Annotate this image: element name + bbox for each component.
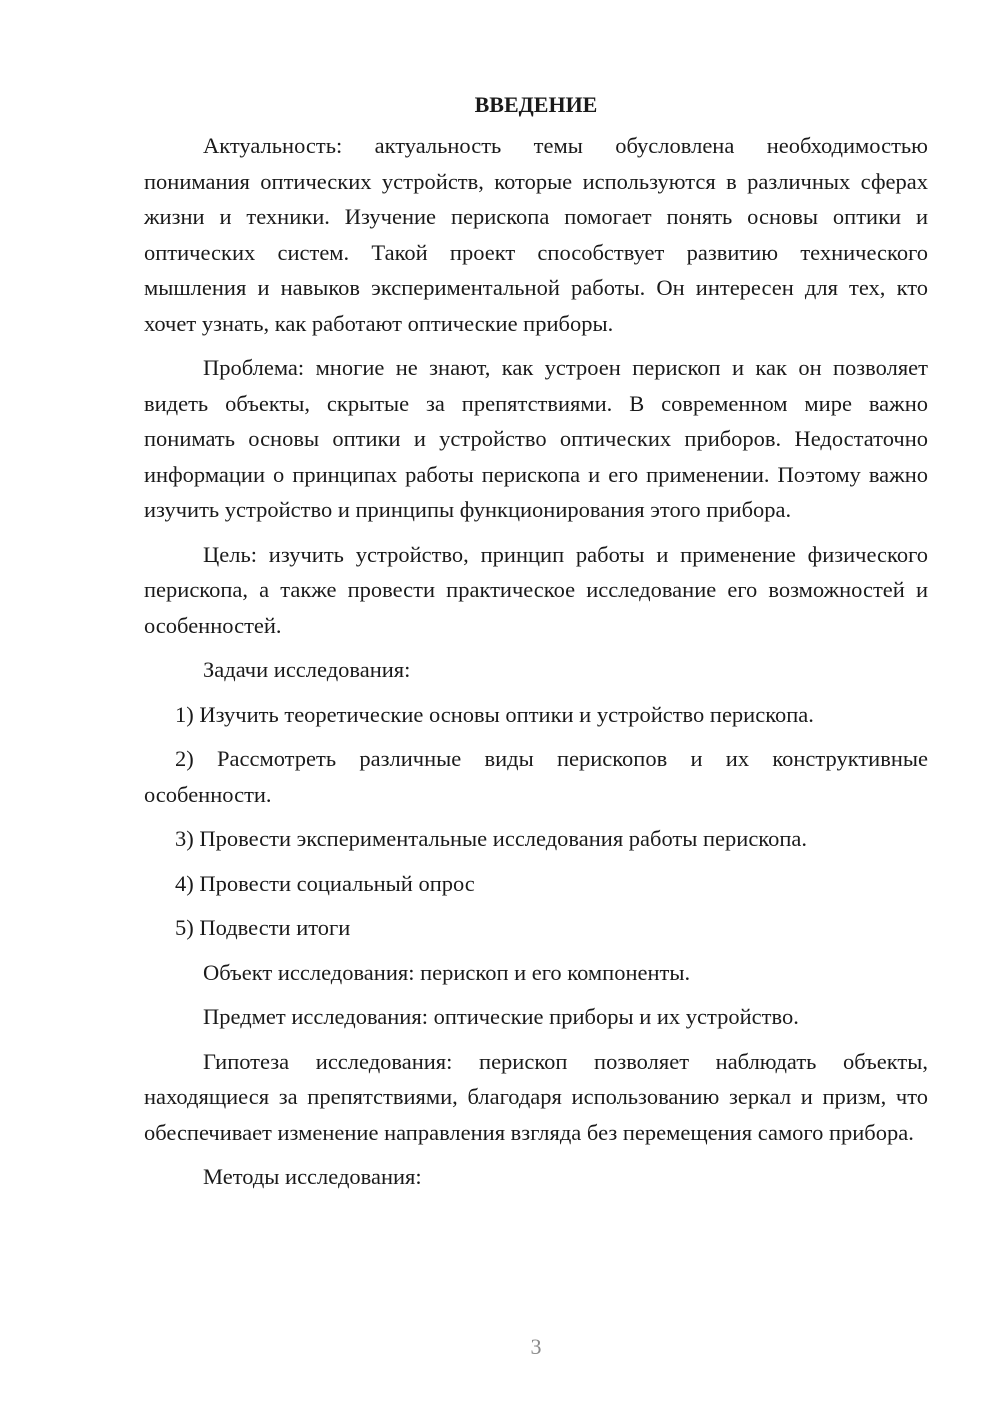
task-item: 5) Подвести итоги xyxy=(175,915,351,940)
paragraph-hypothesis: Гипотеза исследования: перископ позволяет наблюдать объекты, находящиеся за препятствиями, благодаря использованию зеркал и призм, что обеспечивает изменение направления взгляда без перемещения самого прибора. xyxy=(144,1048,928,1145)
task-item: 2) Рассмотреть различные виды перископов и их конструктивные особенности. xyxy=(144,746,928,807)
paragraph-subject: Предмет исследования: оптические приборы и их устройство. xyxy=(203,1004,799,1029)
document-page xyxy=(144,90,928,1204)
paragraph-goal: Цель: изучить устройство, принцип работы и применение физического перископа, а также провести практическое исследование его возможностей и особенностей. xyxy=(144,541,928,638)
task-item: 3) Провести экспериментальные исследования работы перископа. xyxy=(175,826,807,851)
task-item: 1) Изучить теоретические основы оптики и устройство перископа. xyxy=(175,701,814,727)
paragraph-methods: Методы исследования: xyxy=(203,1164,422,1189)
task-item: 4) Провести социальный опрос xyxy=(175,870,475,896)
page-number: 3 xyxy=(530,1334,542,1359)
paragraph-problem: Проблема: многие не знают, как устроен перископ и как он позволяет видеть объекты, скрытые за препятствиями. В современном мире важно понимать основы оптики и устройство оптических приборов. Недостаточно информации о принципах работы перископа и его применении. Поэтому важно изучить устройство и принципы функционирования этого прибора. xyxy=(144,355,928,522)
paragraph-relevance: Актуальность: актуальность темы обусловлена необходимостью понимания оптических устройств, которые используются в различных сферах жизни и техники. Изучение перископа помогает понять основы оптики и оптических систем. Такой проект способствует развитию технического мышления и навыков экспериментальной работы. Он интересен для тех, кто хочет узнать, как работают оптические приборы. xyxy=(144,133,928,336)
paragraph-object: Объект исследования: перископ и его компоненты. xyxy=(203,959,691,985)
tasks-heading: Задачи исследования: xyxy=(203,657,411,682)
section-heading: ВВЕДЕНИЕ xyxy=(474,92,598,117)
